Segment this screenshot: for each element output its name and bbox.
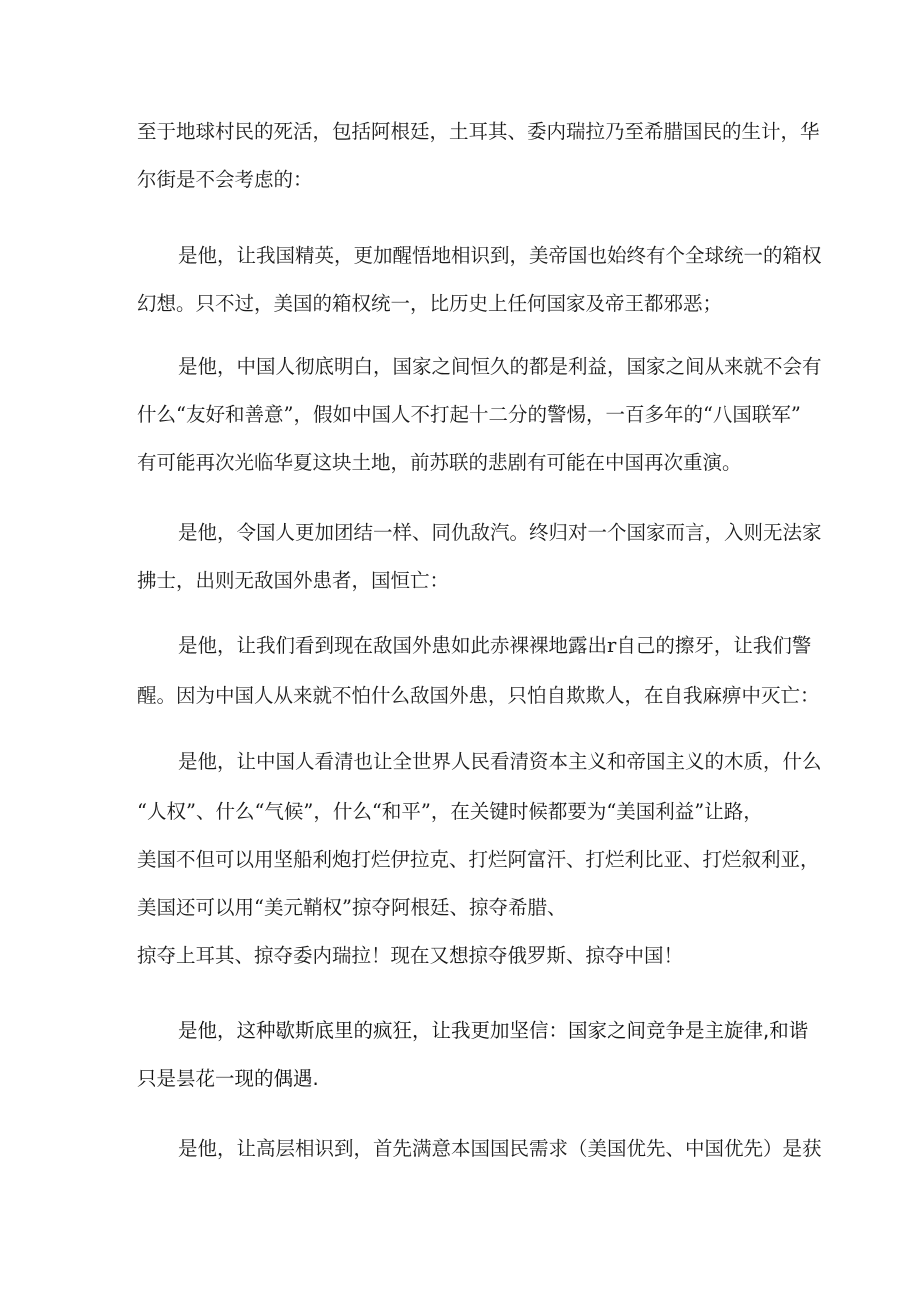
paragraph-6-line-4: 美国还可以用“美元鞘权”掠夺阿根廷、掠夺希腊、 <box>137 896 567 919</box>
paragraph-3-line-1: 是他，中国人彻底明白，国家之间恒久的都是利益，国家之间从来就不会有 <box>178 355 822 378</box>
paragraph-4-line-2: 拂士，出则无敌国外患者，国恒亡： <box>137 569 450 592</box>
paragraph-5-line-1: 是他，让我们看到现在敌国外患如此赤裸裸地露出r自己的擦牙，让我们警 <box>178 634 812 657</box>
paragraph-6-line-3: 美国不但可以用坚船利炮打烂伊拉克、打烂阿富汗、打烂利比亚、打烂叙利亚， <box>137 848 820 871</box>
paragraph-6-line-2: “人权”、什么“气候”，什么“和平”，在关键时候都要为“美国利益”让路， <box>137 800 763 823</box>
paragraph-2-line-2: 幻想。只不过，美国的箱权统一，比历史上任何国家及帝王都邪恶； <box>137 292 723 315</box>
paragraph-4-line-1: 是他，令国人更加团结一样、同仇敌汽。终归对一个国家而言，入则无法家 <box>178 521 822 544</box>
paragraph-5-line-2: 醒。因为中国人从来就不怕什么敌国外患，只怕自欺欺人，在自我麻痹中灭亡： <box>137 684 820 707</box>
paragraph-6-line-1: 是他，让中国人看清也让全世界人民看清资本主义和帝国主义的木质，什么 <box>178 750 822 773</box>
paragraph-3-line-2: 什么“友好和善意”，假如中国人不打起十二分的警惕，一百多年的“八国联军” <box>137 403 801 426</box>
paragraph-2-line-1: 是他，让我国精英，更加醒悟地相识到，美帝国也始终有个全球统一的箱权 <box>178 244 822 267</box>
paragraph-1-line-2: 尔街是不会考虑的： <box>137 168 313 191</box>
paragraph-6-line-5: 掠夺上耳其、掠夺委内瑞拉！现在又想掠夺俄罗斯、掠夺中国！ <box>137 944 684 967</box>
paragraph-3-line-3: 有可能再次光临华夏这块土地，前苏联的悲剧有可能在中国再次重演。 <box>137 451 742 474</box>
paragraph-7-line-2: 只是昙花一现的偶遇. <box>137 1067 319 1090</box>
paragraph-1-line-1: 至于地球村民的死活，包括阿根廷，土耳其、委内瑞拉乃至希腊国民的生计，华 <box>137 120 820 143</box>
paragraph-7-line-1: 是他，这种歇斯底里的疯狂，让我更加坚信：国家之间竞争是主旋律,和谐 <box>178 1019 809 1042</box>
paragraph-8-line-1: 是他，让高层相识到，首先满意本国国民需求（美国优先、中国优先）是获 <box>178 1137 822 1160</box>
